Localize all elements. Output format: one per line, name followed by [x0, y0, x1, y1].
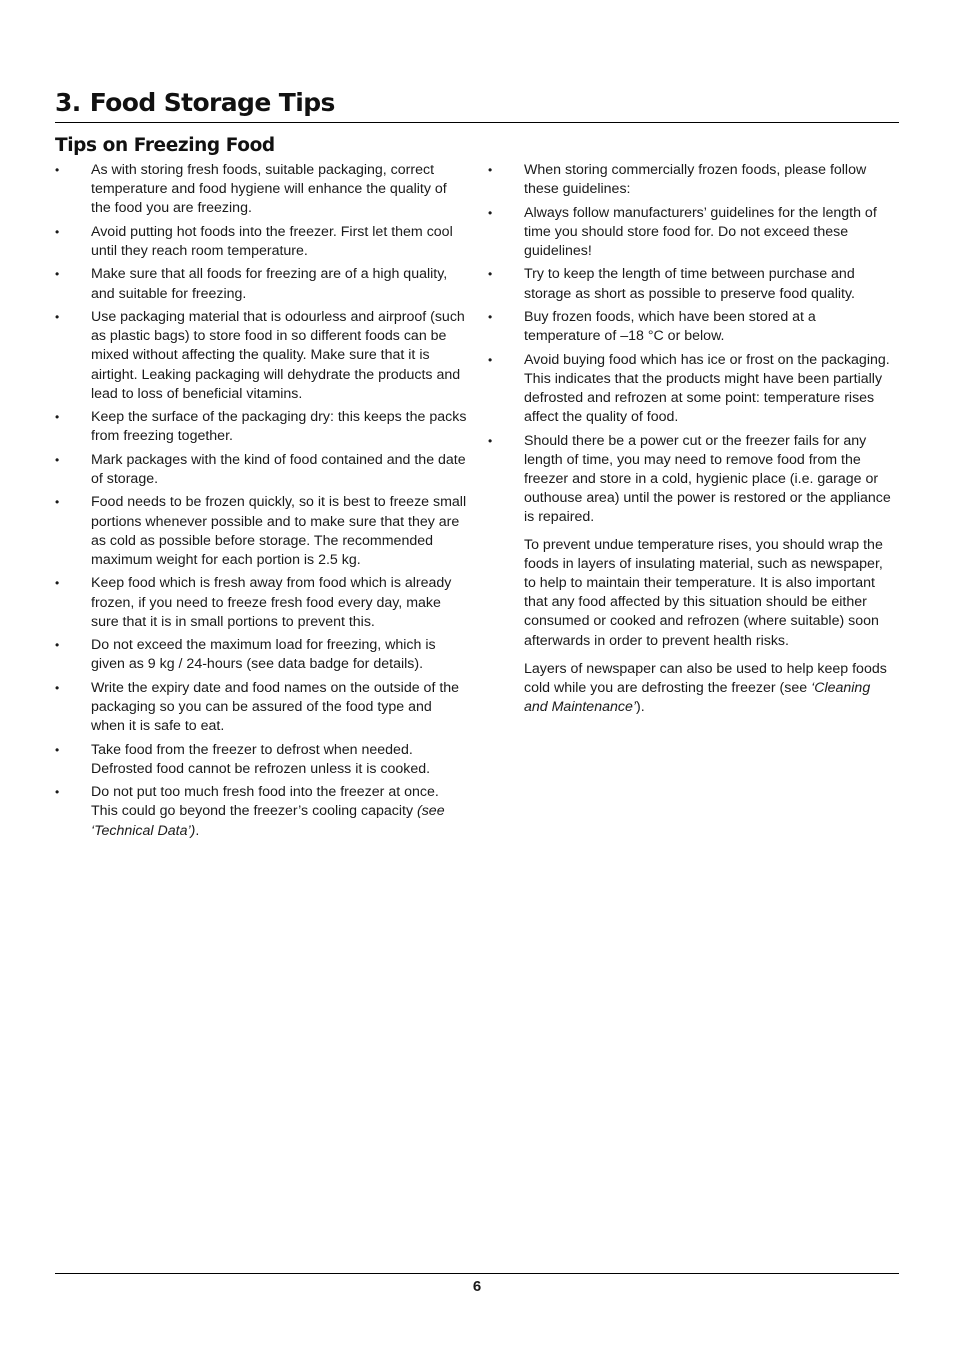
left-column-list — [55, 161, 467, 845]
list-item — [488, 351, 893, 428]
list-item — [55, 265, 467, 303]
page-number: 6 — [472, 1278, 482, 1295]
list-item — [55, 493, 467, 570]
list-item — [488, 161, 893, 199]
list-item — [55, 223, 467, 261]
list-item-text: Make sure that all foods for freezing are of a high quality, and suitable for freezing. — [91, 266, 448, 302]
title-divider — [55, 122, 899, 123]
list-item-text: Do not put too much fresh food into the freezer at once. This could go beyond the freezer’s cooling capacity — [91, 784, 439, 820]
list-item-text: Avoid putting hot foods into the freezer. First let them cool until they reach room temperature. — [91, 223, 453, 259]
right-column-list — [488, 161, 893, 717]
newspaper-paragraph — [488, 660, 893, 718]
list-item — [55, 679, 467, 737]
list-item-text: Use packaging material that is odourless and airproof (such as plastic bags) to store food in so different foods can be mixed without affecting the quality. Make sure that it is airtight. Leaking packaging will dehydrate the products and lead to loss of beneficial vitamins. — [91, 308, 465, 402]
list-item — [488, 265, 893, 303]
list-item — [55, 741, 467, 779]
bullet-icon: • — [55, 163, 60, 177]
list-item-text: Keep food which is fresh away from food which is already frozen, if you need to freeze fresh food every day, make sure that it is in small portions to prevent this. — [91, 575, 452, 630]
bullet-icon: • — [488, 309, 493, 324]
list-item-text: Always follow manufacturers’ guidelines for the length of time you should store food for. Do not exceed these guidelines! — [524, 204, 877, 259]
temperature-rise-paragraph: To prevent undue temperature rises, you should wrap the foods in layers of insulating material, such as newspaper, to help to maintain their temperature. It is also important that any food affected by this situation should be either consumed or cooked and refrozen (where suitable) soon afterwards in order to prevent health risks. — [524, 536, 883, 649]
list-item — [55, 308, 467, 404]
list-item-text: Keep the surface of the packaging dry: this keeps the packs from freezing together. — [91, 409, 467, 445]
list-item-text: Avoid buying food which has ice or frost on the packaging. This indicates that the products might have been partially defrosted and refrozen at some point: temperature rises affect the quality of food. — [524, 351, 890, 426]
bullet-icon: • — [488, 433, 493, 448]
bullet-icon: • — [55, 576, 60, 591]
page-title — [55, 84, 335, 122]
list-item-text: Should there be a power cut or the freezer fails for any length of time, you may need to remove food from the freezer and store in a cold, hygienic place (i.e. garage or outhouse area) until the power is restored or the appliance is repaired. — [524, 432, 891, 526]
technical-data-reference: (see ‘Technical Data’) — [91, 803, 445, 839]
list-item — [55, 636, 467, 674]
list-item-text: Food needs to be frozen quickly, so it is best to freeze small portions whenever possible and to make sure that they are as cold as possible before storage. The recommended maximum weight for each portion is 2.5 kg. — [91, 494, 467, 568]
bullet-icon: • — [55, 224, 60, 239]
list-item — [55, 161, 467, 219]
bullet-icon: • — [488, 163, 493, 177]
list-item-text: Mark packages with the kind of food contained and the date of storage. — [91, 451, 466, 487]
list-item — [488, 308, 893, 346]
list-item-text: Write the expiry date and food names on the outside of the packaging so you can be assured of the food type and when it is safe to eat. — [91, 679, 460, 735]
bullet-icon: • — [488, 205, 493, 220]
list-item-text: As with storing fresh foods, suitable packaging, correct temperature and food hygiene will enhance the quality of the food you are freezing. — [91, 162, 447, 217]
list-item — [488, 432, 893, 528]
bullet-icon: • — [55, 495, 60, 510]
bullet-icon: • — [488, 352, 493, 367]
section-heading: Tips on Freezing Food — [55, 135, 275, 156]
list-item-end: . — [195, 822, 200, 839]
bullet-icon: • — [55, 638, 60, 653]
bullet-icon: • — [55, 267, 60, 282]
list-item-text: Try to keep the length of time between purchase and storage as short as possible to preserve food quality. — [524, 266, 855, 302]
section-number: 3. — [55, 88, 81, 117]
bullet-icon: • — [55, 309, 60, 324]
footer-divider — [55, 1273, 899, 1274]
list-item — [55, 783, 467, 841]
list-item — [55, 408, 467, 446]
list-item — [55, 574, 467, 632]
paragraph-text: Layers of newspaper can also be used to help keep foods cold while you are defrosting the freezer (see — [524, 660, 887, 697]
bullet-icon: • — [55, 452, 60, 467]
bullet-icon: • — [55, 680, 60, 695]
list-item-text: When storing commercially frozen foods, please follow these guidelines: — [524, 162, 867, 198]
list-item — [488, 204, 893, 262]
list-item — [55, 451, 467, 489]
bullet-icon: • — [55, 742, 60, 757]
bullet-icon: • — [488, 267, 493, 282]
cleaning-maintenance-reference: ‘Cleaning and Maintenance’ — [524, 680, 871, 716]
paragraph-end: ). — [636, 699, 645, 716]
list-item-text: Buy frozen foods, which have been stored at a temperature of –18 °C or below. — [524, 308, 816, 345]
list-item-text: Take food from the freezer to defrost when needed. Defrosted food cannot be refrozen unless it is cooked. — [91, 741, 431, 777]
bullet-icon: • — [55, 785, 60, 800]
page-title-text: Food Storage Tips — [89, 88, 335, 117]
list-item-text: Do not exceed the maximum load for freezing, which is given as 9 kg / 24-hours (see data badge for details). — [91, 637, 436, 673]
bullet-icon: • — [55, 410, 60, 425]
